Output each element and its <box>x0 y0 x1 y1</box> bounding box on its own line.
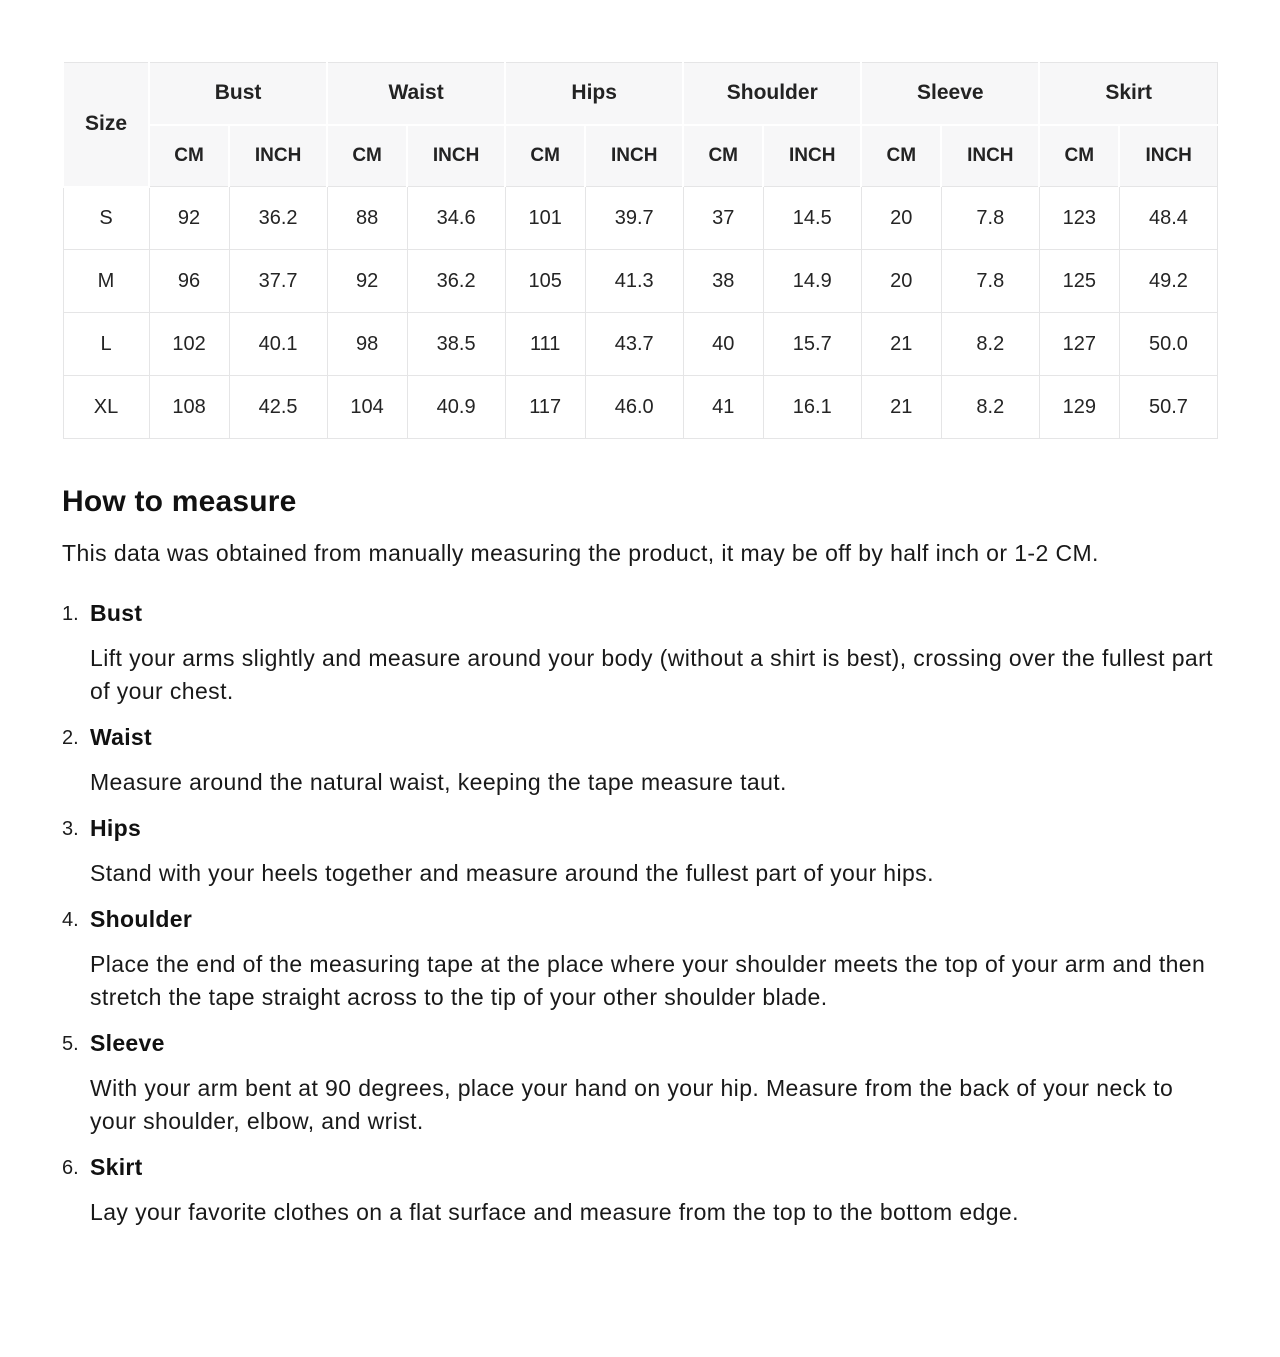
measurement-cell: 14.9 <box>763 250 861 313</box>
group-header: Hips <box>505 63 683 125</box>
measurement-cell: 41.3 <box>585 250 683 313</box>
how-to-measure-heading: How to measure <box>62 485 297 518</box>
size-label-cell: L <box>63 313 149 376</box>
unit-header: CM <box>149 125 229 187</box>
measurement-cell: 34.6 <box>407 187 505 250</box>
measurement-cell: 8.2 <box>941 313 1039 376</box>
measurement-cell: 117 <box>505 376 585 439</box>
list-item-description: Stand with your heels together and measure around the fullest part of your hips. <box>90 860 934 886</box>
unit-header: INCH <box>1119 125 1217 187</box>
measure-list-item <box>62 1151 1218 1229</box>
measurement-cell: 104 <box>327 376 407 439</box>
list-item-number: 6. <box>62 1157 79 1179</box>
measure-list-item <box>62 597 1218 708</box>
measurement-cell: 108 <box>149 376 229 439</box>
size-row <box>63 187 1218 250</box>
measurement-cell: 50.0 <box>1119 313 1217 376</box>
measurement-cell: 127 <box>1039 313 1119 376</box>
measurement-cell: 36.2 <box>229 187 327 250</box>
measurement-cell: 123 <box>1039 187 1119 250</box>
size-row <box>63 250 1218 313</box>
measurement-cell: 40.1 <box>229 313 327 376</box>
group-header: Skirt <box>1039 63 1217 125</box>
measurement-cell: 38.5 <box>407 313 505 376</box>
unit-header: CM <box>1039 125 1119 187</box>
measurement-cell: 105 <box>505 250 585 313</box>
measurement-cell: 37 <box>683 187 763 250</box>
list-item-number: 4. <box>62 909 79 931</box>
measurement-cell: 40.9 <box>407 376 505 439</box>
measurement-cell: 50.7 <box>1119 376 1217 439</box>
measurement-cell: 96 <box>149 250 229 313</box>
measurement-cell: 48.4 <box>1119 187 1217 250</box>
measure-list-item <box>62 903 1218 1014</box>
list-item-number: 3. <box>62 818 79 840</box>
list-item-title: Shoulder <box>90 906 193 932</box>
list-item-title: Sleeve <box>90 1030 165 1056</box>
measurement-cell: 46.0 <box>585 376 683 439</box>
measurement-cell: 43.7 <box>585 313 683 376</box>
unit-header: CM <box>683 125 763 187</box>
measure-instructions-list <box>62 597 1218 1229</box>
measurement-cell: 92 <box>149 187 229 250</box>
measurement-cell: 42.5 <box>229 376 327 439</box>
measurement-cell: 111 <box>505 313 585 376</box>
measurement-cell: 16.1 <box>763 376 861 439</box>
measurement-cell: 125 <box>1039 250 1119 313</box>
measure-list-item <box>62 1027 1218 1138</box>
unit-header: INCH <box>229 125 327 187</box>
measure-list-item <box>62 812 1218 890</box>
group-header: Waist <box>327 63 505 125</box>
unit-header: CM <box>327 125 407 187</box>
list-item-title: Waist <box>90 724 152 750</box>
unit-header: INCH <box>407 125 505 187</box>
list-item-title: Bust <box>90 600 143 626</box>
measurement-cell: 49.2 <box>1119 250 1217 313</box>
measurement-cell: 36.2 <box>407 250 505 313</box>
size-label-cell: S <box>63 187 149 250</box>
unit-header: CM <box>505 125 585 187</box>
unit-header: INCH <box>763 125 861 187</box>
measurement-cell: 7.8 <box>941 250 1039 313</box>
measure-list-item <box>62 721 1218 799</box>
size-chart-head <box>63 63 1218 187</box>
unit-header: CM <box>861 125 941 187</box>
how-to-measure-intro: This data was obtained from manually measuring the product, it may be off by half inch or 1-2 CM. <box>62 540 1099 566</box>
measurement-cell: 98 <box>327 313 407 376</box>
measurement-cell: 21 <box>861 376 941 439</box>
group-header: Shoulder <box>683 63 861 125</box>
size-row <box>63 313 1218 376</box>
measurement-cell: 38 <box>683 250 763 313</box>
measurement-cell: 101 <box>505 187 585 250</box>
measurement-cell: 21 <box>861 313 941 376</box>
size-corner-header: Size <box>63 63 149 187</box>
measurement-cell: 92 <box>327 250 407 313</box>
size-label-cell: M <box>63 250 149 313</box>
unit-header: INCH <box>585 125 683 187</box>
list-item-description: Lift your arms slightly and measure around your body (without a shirt is best), crossing over the fullest part of your chest. <box>90 645 1213 704</box>
size-label-cell: XL <box>63 376 149 439</box>
measurement-cell: 20 <box>861 250 941 313</box>
measurement-cell: 39.7 <box>585 187 683 250</box>
measurement-cell: 8.2 <box>941 376 1039 439</box>
list-item-number: 2. <box>62 727 79 749</box>
measurement-cell: 88 <box>327 187 407 250</box>
size-chart-table <box>62 62 1218 439</box>
measurement-cell: 20 <box>861 187 941 250</box>
size-chart-body <box>63 187 1218 439</box>
list-item-description: Place the end of the measuring tape at the place where your shoulder meets the top of your arm and then stretch the tape straight across to the tip of your other shoulder blade. <box>90 951 1206 1010</box>
measurement-cell: 41 <box>683 376 763 439</box>
list-item-title: Skirt <box>90 1154 143 1180</box>
measurement-cell: 102 <box>149 313 229 376</box>
header-units-row <box>63 125 1218 187</box>
list-item-number: 1. <box>62 603 79 625</box>
measurement-cell: 40 <box>683 313 763 376</box>
measurement-cell: 7.8 <box>941 187 1039 250</box>
list-item-number: 5. <box>62 1033 79 1055</box>
list-item-description: With your arm bent at 90 degrees, place your hand on your hip. Measure from the back of your neck to your shoulder, elbow, and wrist. <box>90 1075 1174 1134</box>
group-header: Bust <box>149 63 327 125</box>
measurement-cell: 15.7 <box>763 313 861 376</box>
list-item-description: Lay your favorite clothes on a flat surface and measure from the top to the bottom edge. <box>90 1199 1019 1225</box>
unit-header: INCH <box>941 125 1039 187</box>
measurement-cell: 129 <box>1039 376 1119 439</box>
measurement-cell: 37.7 <box>229 250 327 313</box>
header-groups-row <box>63 63 1218 125</box>
group-header: Sleeve <box>861 63 1039 125</box>
list-item-description: Measure around the natural waist, keeping the tape measure taut. <box>90 769 787 795</box>
measurement-cell: 14.5 <box>763 187 861 250</box>
size-row <box>63 376 1218 439</box>
list-item-title: Hips <box>90 815 142 841</box>
